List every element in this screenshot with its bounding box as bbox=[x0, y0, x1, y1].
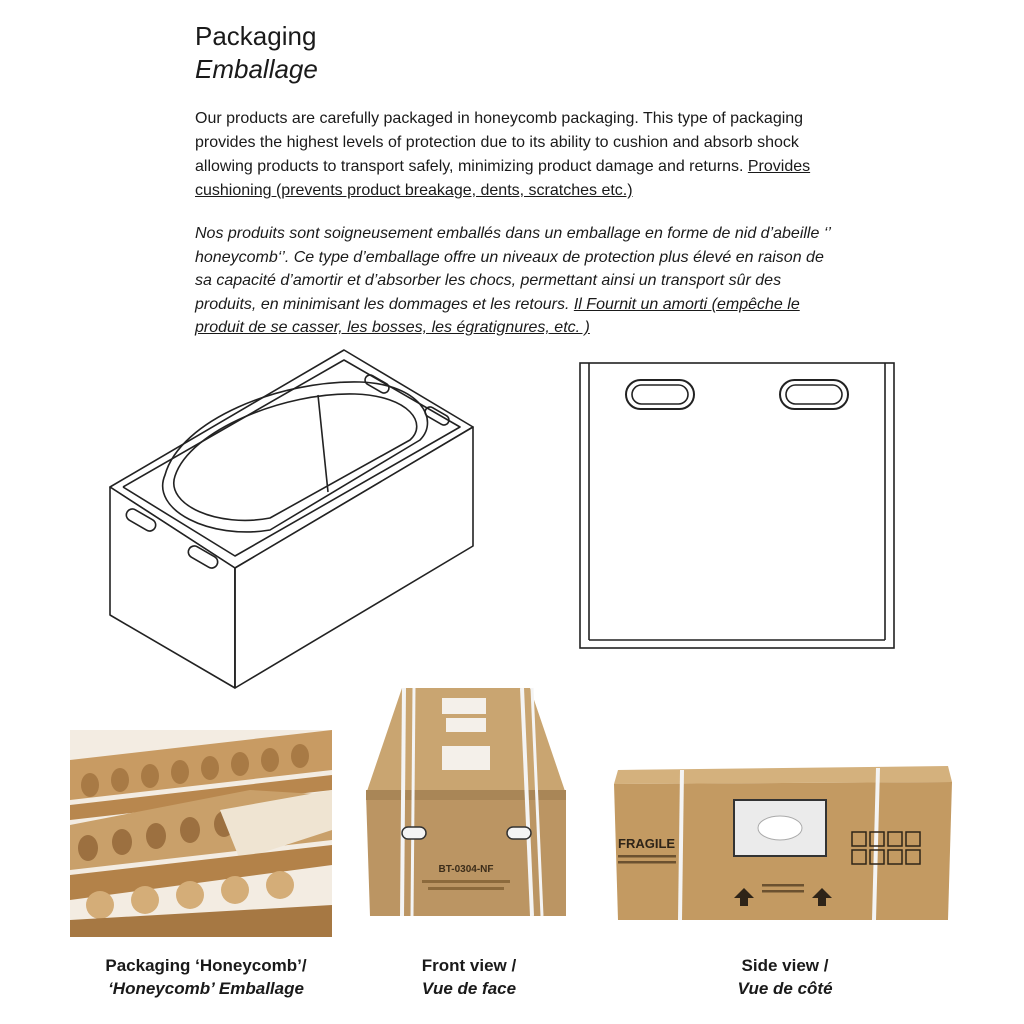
caption-side-en: Side view / bbox=[741, 956, 829, 975]
english-body: Our products are carefully packaged in honeycomb packaging. This type of packaging provides the highest levels of protection due to its ability to cushion and absorb shock allowing products to transport safely, minimizing product damage and returns. bbox=[195, 110, 804, 175]
title-english: Packaging bbox=[195, 21, 317, 51]
french-underlined: Il Fournit un amorti (empêche le produit de se casser, les bosses, les égratignures, etc. ) bbox=[195, 295, 800, 336]
english-underlined: Provides cushioning (prevents product breakage, dents, scratches etc.) bbox=[195, 158, 811, 199]
english-paragraph bbox=[195, 107, 835, 203]
caption-front-fr: Vue de face bbox=[421, 979, 517, 998]
caption-honeycomb-fr: ‘Honeycomb’ Emballage bbox=[108, 979, 304, 998]
side-box-label: FRAGILE bbox=[618, 836, 676, 851]
french-paragraph bbox=[195, 222, 835, 340]
page-title bbox=[195, 20, 318, 86]
side-view-photo bbox=[612, 762, 954, 924]
french-body: Nos produits sont soigneusement emballés dans un emballage en forme de nid d’abeille ‘’ honeycomb‘’. Ce type d’emballage offre un niveaux de protection plus élevé en raison de sa capacité d’amortir et d’absorber les chocs, permettant ainsi un transport sûr des produits, en minimisant les dommages et les retours. bbox=[195, 225, 831, 313]
front-box-label: BT-0304-NF bbox=[438, 864, 494, 875]
box-isometric-diagram bbox=[100, 340, 490, 700]
caption-front-en: Front view / bbox=[421, 956, 517, 975]
front-view-photo bbox=[362, 684, 568, 922]
caption-honeycomb-en: Packaging ‘Honeycomb’/ bbox=[105, 956, 307, 975]
caption-front-view bbox=[384, 954, 554, 1000]
honeycomb-photo bbox=[70, 730, 332, 937]
title-french: Emballage bbox=[195, 54, 318, 84]
caption-side-fr: Vue de côté bbox=[737, 979, 833, 998]
caption-honeycomb bbox=[70, 954, 342, 1000]
caption-side-view bbox=[690, 954, 880, 1000]
box-front-diagram bbox=[570, 355, 905, 655]
